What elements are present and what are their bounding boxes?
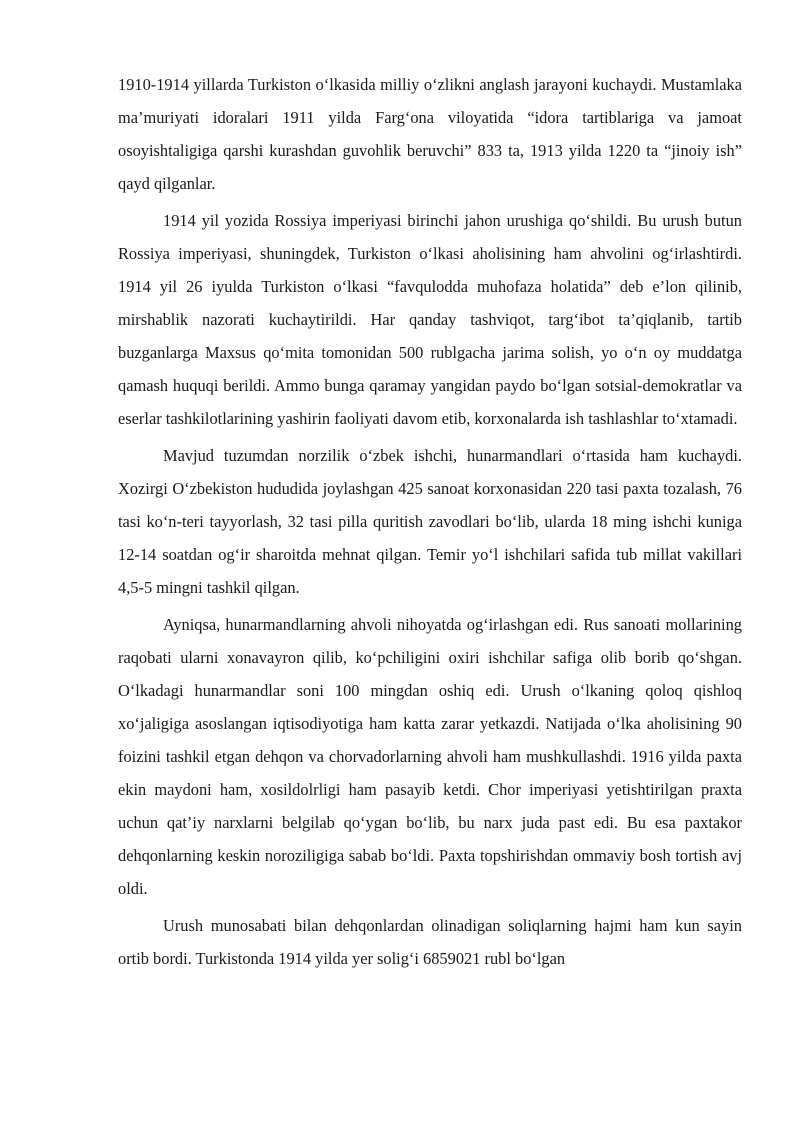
paragraph-2: 1914 yil yozida Rossiya imperiyasi birinchi jahon urushiga qo‘shildi. Bu urush butun Rossiya imperiyasi, shuningdek, Turkiston o‘lkasi aholisining ham ahvolini og‘irlashtirdi. 1914 yil 26 iyulda Turkiston o‘lkasi “favqulodda muhofaza holatida” deb e’lon qilinib, mirshablik nazorati kuchaytirildi. Har qanday tashviqot, targ‘ibot ta’qiqlanib, tartib buzganlarga Maxsus qo‘mita tomonidan 500 rublgacha jarima solish, yo o‘n oy muddatga qamash huquqi berildi. Ammo bunga qaramay yangidan paydo bo‘lgan sotsial-demokratlar va eserlar tashkilotlarining yashirin faoliyati davom etib, korxonalarda ish tashlashlar to‘xtamadi. bbox=[118, 211, 742, 428]
paragraph-4: Ayniqsa, hunarmandlarning ahvoli nihoyatda og‘irlashgan edi. Rus sanoati mollarining raqobati ularni xonavayron qilib, ko‘pchiligini oxiri ishchilar safiga olib borib qo‘shgan. O‘lkadagi hunarmandlar soni 100 mingdan oshiq edi. Urush o‘lkaning qoloq qishloq xo‘jaligiga asoslangan iqtisodiyotiga ham katta zarar yetkazdi. Natijada o‘lka aholisining 90 foizini tashkil etgan dehqon va chorvadorlarning ahvoli ham mushkullashdi. 1916 yilda paxta ekin maydoni ham, xosildolrligi ham pasayib ketdi. Chor imperiyasi yetishtirilgan praxta uchun qat’iy narxlarni belgilab qo‘ygan bo‘lib, bu narx juda past edi. Bu esa paxtakor dehqonlarning keskin noroziligiga sabab bo‘ldi. Paxta topshirishdan ommaviy bosh tortish avj oldi. bbox=[118, 615, 742, 898]
document-page bbox=[118, 68, 742, 979]
paragraph-3: Mavjud tuzumdan norzilik o‘zbek ishchi, hunarmandlari o‘rtasida ham kuchaydi. Xozirgi O‘zbekiston hududida joylashgan 425 sanoat korxonasidan 220 tasi paxta tozalash, 76 tasi ko‘n-teri tayyorlash, 32 tasi pilla quritish zavodlari bo‘lib, ularda 18 ming ishchi kuniga 12-14 soatdan og‘ir sharoitda mehnat qilgan. Temir yo‘l ishchilari safida tub millat vakillari 4,5-5 mingni tashkil qilgan. bbox=[118, 446, 742, 597]
paragraph-5: Urush munosabati bilan dehqonlardan olinadigan soliqlarning hajmi ham kun sayin ortib bordi. Turkistonda 1914 yilda yer solig‘i 6859021 rubl bo‘lgan bbox=[118, 916, 742, 968]
paragraph-1: 1910-1914 yillarda Turkiston o‘lkasida milliy o‘zlikni anglash jarayoni kuchaydi. Mustamlaka ma’muriyati idoralari 1911 yilda Farg‘ona viloyatida “idora tartiblariga va jamoat osoyishtaligiga qarshi kurashdan guvohlik beruvchi” 833 ta, 1913 yilda 1220 ta “jinoiy ish” qayd qilganlar. bbox=[118, 75, 742, 193]
